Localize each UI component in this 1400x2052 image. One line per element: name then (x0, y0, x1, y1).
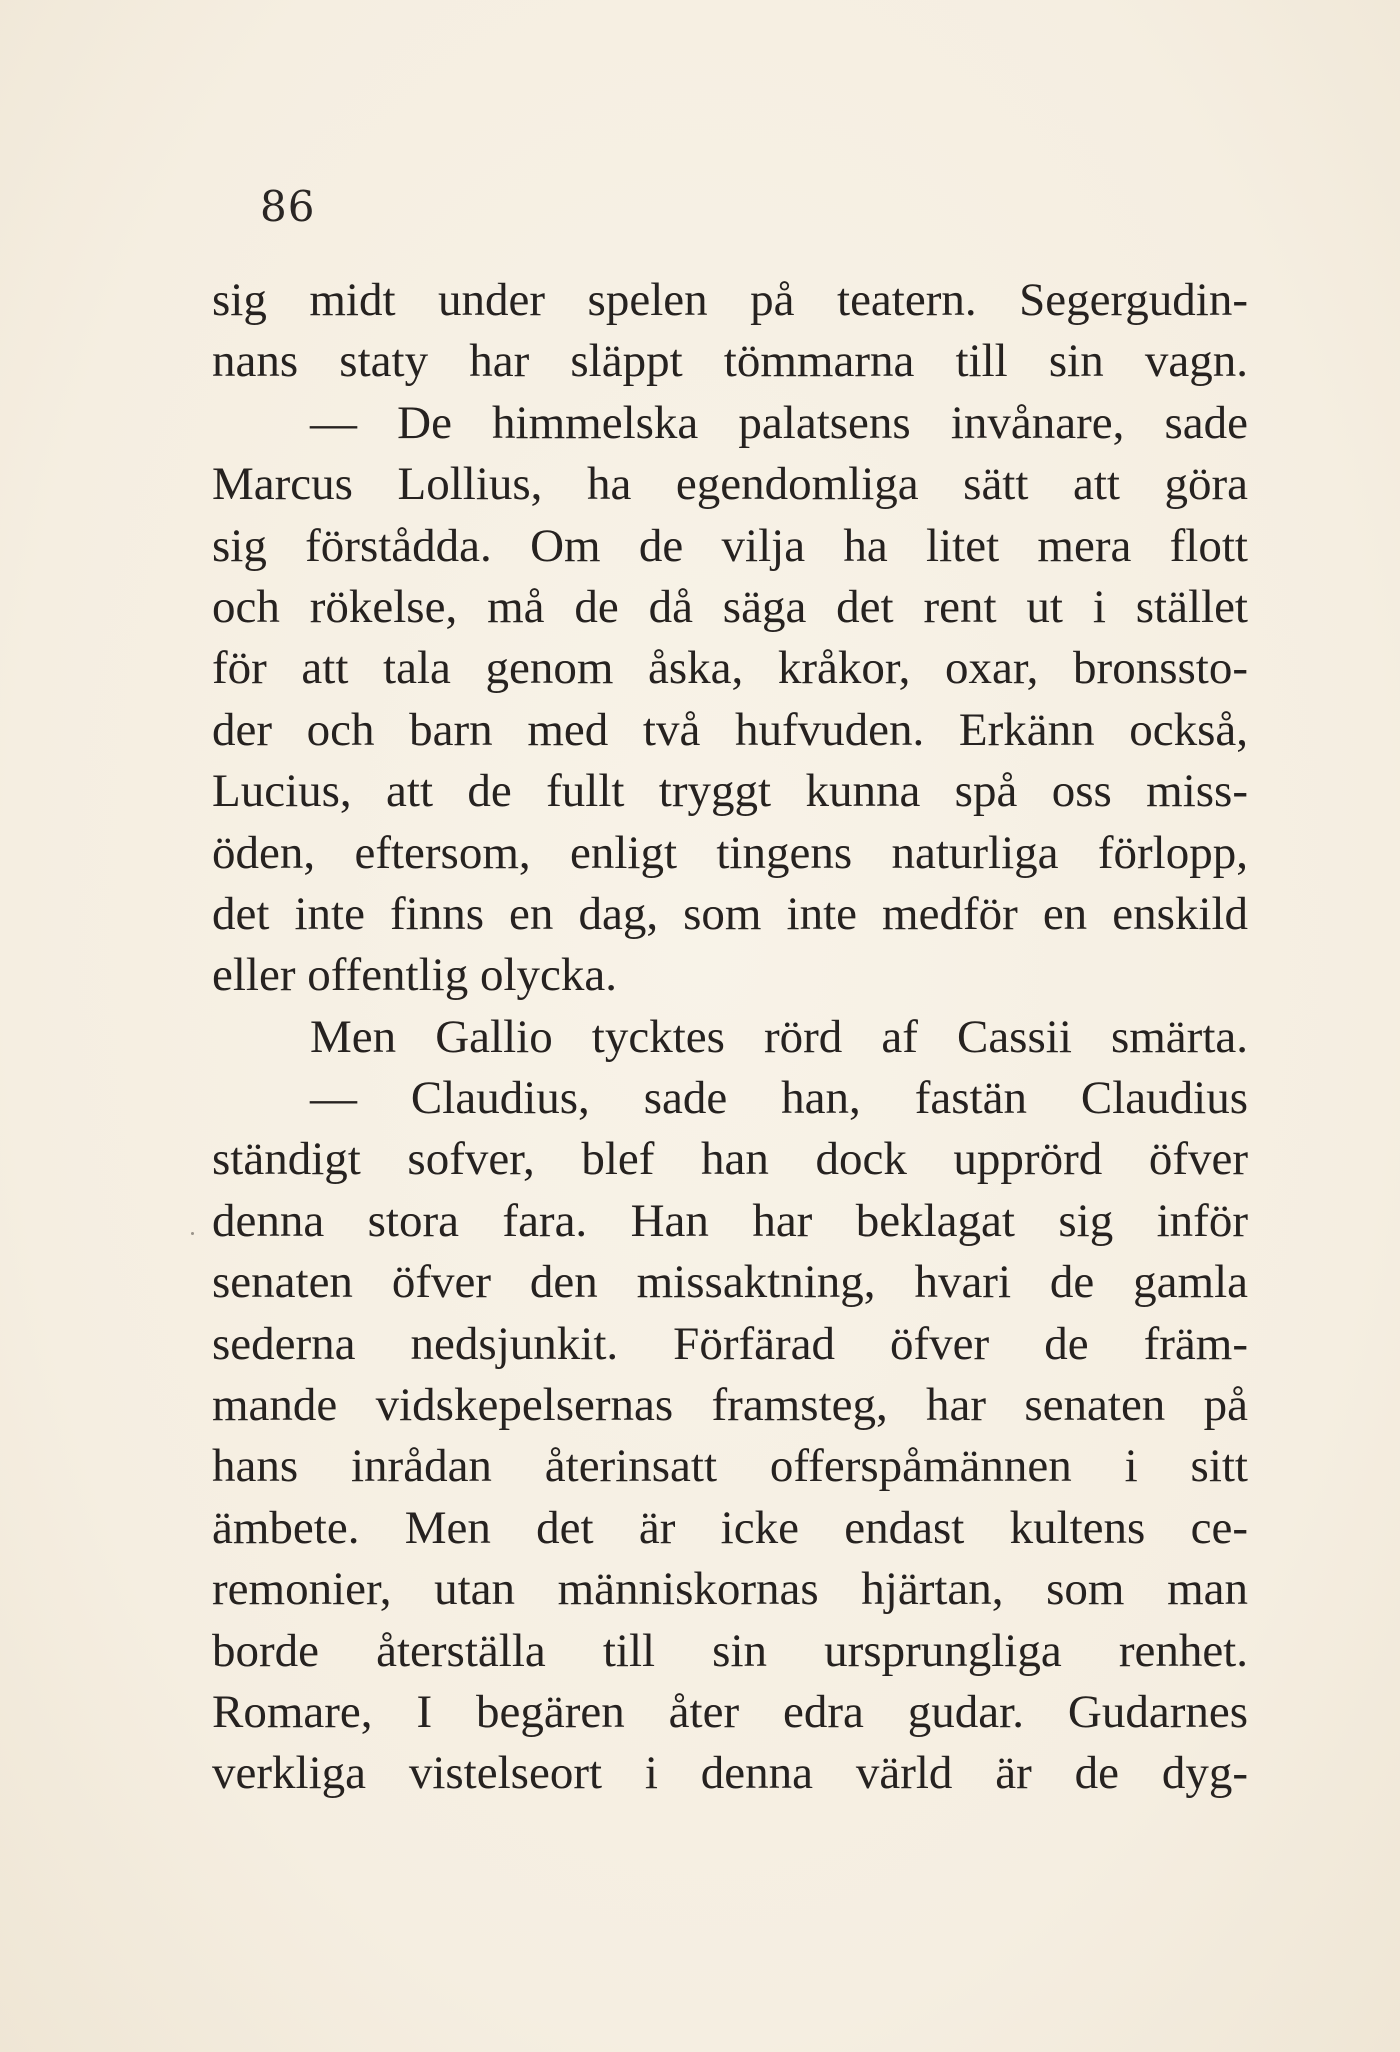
text-line: sig midt under spelen på teatern. Segergudin- (212, 274, 1248, 326)
text-line: — Claudius, sade han, fastän Claudius (310, 1072, 1248, 1125)
text-line: borde återställa till sin ursprungliga renhet. (212, 1624, 1248, 1677)
text-line: sig förstådda. Om de vilja ha litet mera flott (212, 519, 1248, 572)
text-line: det inte finns en dag, som inte medför en enskild (212, 887, 1248, 940)
text-line: och rökelse, må de då säga det rent ut i stället (212, 580, 1248, 633)
text-line: denna stora fara. Han har beklagat sig inför (212, 1194, 1248, 1247)
text-line: senaten öfver den missaktning, hvari de gamla (212, 1256, 1248, 1309)
text-line: för att tala genom åska, kråkor, oxar, bronssto- (212, 642, 1248, 695)
body-text (212, 270, 1248, 1805)
text-line: eller offentlig olycka. (212, 949, 618, 1002)
text-line: sederna nedsjunkit. Förfärad öfver de främ- (212, 1317, 1248, 1370)
text-line: mande vidskepelsernas framsteg, har senaten på (212, 1379, 1248, 1432)
text-line: remonier, utan människornas hjärtan, som man (212, 1563, 1248, 1616)
paper-speck (191, 1232, 194, 1235)
text-line: verkliga vistelseort i denna värld är de dyg- (212, 1747, 1248, 1800)
text-line: der och barn med två hufvuden. Erkänn också, (212, 703, 1248, 756)
text-line: ständigt sofver, blef han dock upprörd öfver (212, 1133, 1248, 1186)
text-line: nans staty har släppt tömmarna till sin vagn. (212, 335, 1248, 388)
text-line: Lucius, att de fullt tryggt kunna spå oss miss- (212, 765, 1248, 818)
text-line: hans inrådan återinsatt offerspåmännen i sitt (212, 1440, 1248, 1493)
text-line: Marcus Lollius, ha egendomliga sätt att göra (212, 458, 1248, 511)
page-number: 86 (260, 182, 316, 231)
text-line: — De himmelska palatsens invånare, sade (310, 396, 1248, 449)
text-line: Men Gallio tycktes rörd af Cassii smärta. (310, 1010, 1248, 1063)
text-line: Romare, I begären åter edra gudar. Gudarnes (212, 1685, 1248, 1738)
text-line: ämbete. Men det är icke endast kultens ce- (212, 1501, 1248, 1554)
text-line: öden, eftersom, enligt tingens naturliga förlopp, (212, 826, 1248, 879)
